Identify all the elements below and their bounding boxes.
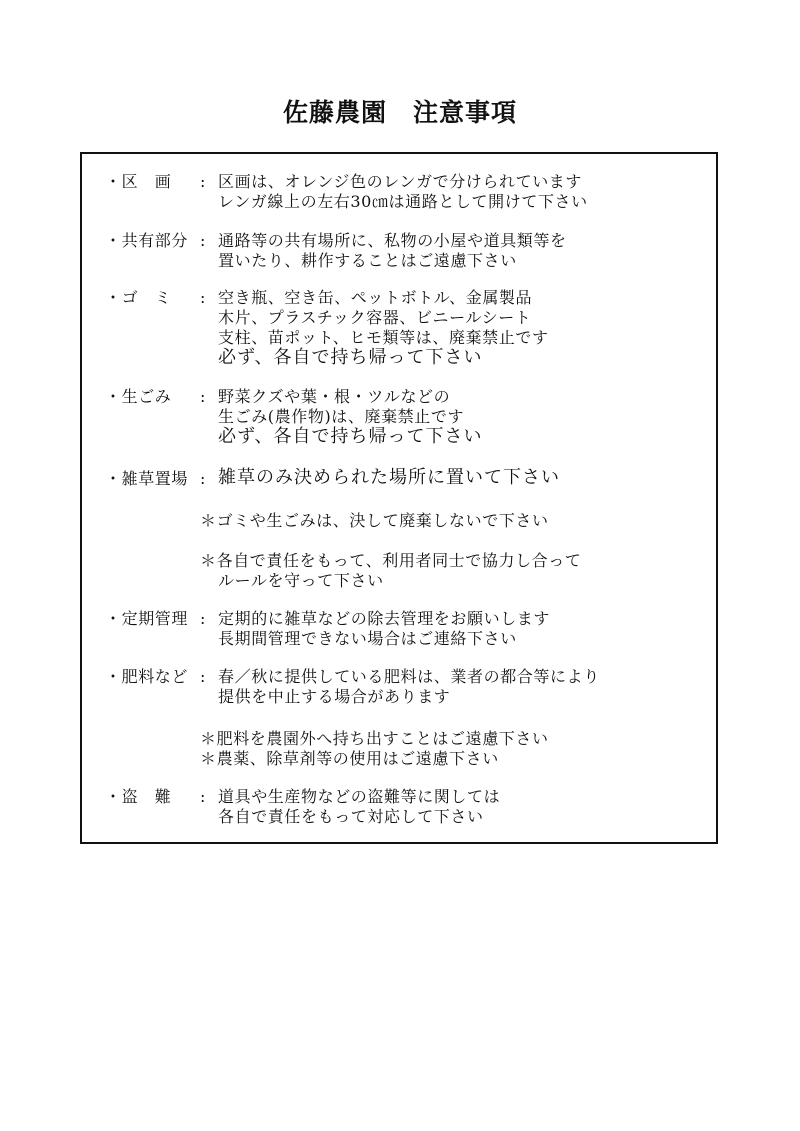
section-line: レンガ線上の左右30㎝は通路として開けて下さい xyxy=(218,192,588,211)
section-label: ・生ごみ xyxy=(105,387,172,406)
section-line: 各自で責任をもって対応して下さい xyxy=(218,807,484,826)
section-line: 提供を中止する場合があります xyxy=(218,687,451,706)
section-line: 長期間管理できない場合はご連絡下さい xyxy=(218,629,517,648)
colon: : xyxy=(200,609,206,628)
colon: : xyxy=(200,667,206,686)
section-line: 春／秋に提供している肥料は、業者の都合等により xyxy=(218,667,600,686)
section-label: ・盗 難 xyxy=(105,787,172,806)
section-line: 空き瓶、空き缶、ペットボトル、金属製品 xyxy=(218,288,533,307)
note-gomi: ＊ゴミや生ごみは、決して廃棄しないで下さい xyxy=(200,511,549,530)
colon: : xyxy=(200,787,206,806)
section-label: ・共有部分 xyxy=(105,231,189,250)
colon: : xyxy=(200,231,206,250)
section-line: 支柱、苗ポット、ヒモ類等は、廃棄禁止です xyxy=(218,328,549,347)
note-hiryou: ＊肥料を農園外へ持ち出すことはご遠慮下さい xyxy=(200,729,549,748)
section-label: ・定期管理 xyxy=(105,609,189,628)
section-line: 道具や生産物などの盗難等に関しては xyxy=(218,787,501,806)
section-line: 雑草のみ決められた場所に置いて下さい xyxy=(218,467,560,488)
section-line: 必ず、各自で持ち帰って下さい xyxy=(218,347,483,368)
section-line: 必ず、各自で持ち帰って下さい xyxy=(218,426,483,447)
colon: : xyxy=(200,172,206,191)
section-label: ・雑草置場 xyxy=(105,469,189,488)
note-sekinin: ＊各自で責任をもって、利用者同士で協力し合って xyxy=(200,551,582,570)
section-line: 置いたり、耕作することはご遠慮下さい xyxy=(218,251,517,270)
note-nouyaku: ＊農薬、除草剤等の使用はご遠慮下さい xyxy=(200,749,499,768)
section-line: 定期的に雑草などの除去管理をお願いします xyxy=(218,609,551,628)
section-line: 木片、プラスチック容器、ビニールシート xyxy=(218,308,532,327)
section-label: ・ゴ ミ xyxy=(105,288,172,307)
section-line: 通路等の共有場所に、私物の小屋や道具類等を xyxy=(218,231,567,250)
colon: : xyxy=(200,288,206,307)
colon: : xyxy=(200,387,206,406)
section-label: ・区 画 xyxy=(105,172,172,191)
colon: : xyxy=(200,469,206,488)
section-line: 生ごみ(農作物)は、廃棄禁止です xyxy=(218,407,465,426)
section-label: ・肥料など xyxy=(105,667,189,686)
page-title: 佐藤農園 注意事項 xyxy=(282,98,517,127)
section-line: 野菜クズや葉・根・ツルなどの xyxy=(218,387,451,406)
section-line: 区画は、オレンジ色のレンガで分けられています xyxy=(218,172,583,191)
note-sekinin-cont: ルールを守って下さい xyxy=(218,571,384,590)
